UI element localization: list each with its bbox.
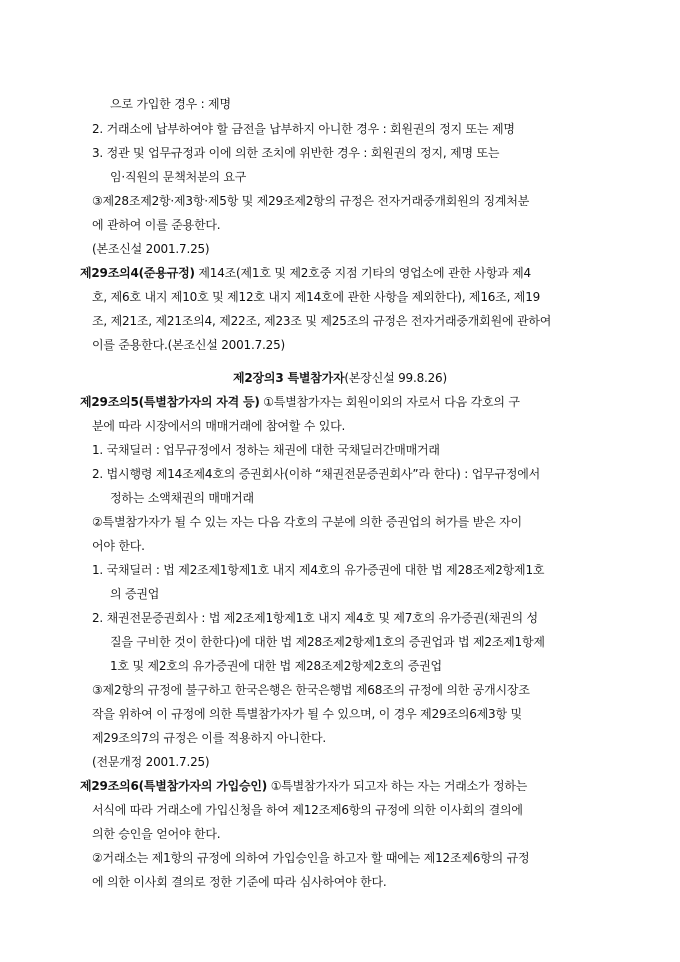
paragraph-line: ②거래소는 제1항의 규정에 의하여 가입승인을 하고자 할 때에는 제12조제6항의 규정: [92, 851, 530, 865]
text-line: 1호 및 제2호의 유가증권에 대한 법 제28조제2항제2호의 증권업: [110, 659, 442, 673]
article-line: [80, 778, 527, 794]
paragraph-line: ③제2항의 규정에 불구하고 한국은행은 한국은행법 제68조의 규정에 의한 공개시장조: [92, 683, 530, 697]
article-heading: 제29조의4(준용규정): [80, 266, 195, 280]
paragraph-line: 에 관하여 이를 준용한다.: [92, 218, 221, 232]
list-item: 1. 국채딜러 : 업무규정에서 정하는 채권에 대한 국채딜러간매매거래: [92, 443, 440, 457]
list-item: 2. 거래소에 납부하여야 할 금전을 납부하지 아니한 경우 : 회원권의 정지 또는 제명: [92, 122, 515, 136]
text-line: 임·직원의 문책처분의 요구: [110, 170, 247, 184]
list-item: 3. 정관 및 업무규정과 이에 의한 조치에 위반한 경우 : 회원권의 정지, 제명 또는: [92, 146, 500, 160]
paragraph-line: 에 의한 이사회 결의로 정한 기준에 따라 심사하여야 한다.: [92, 875, 387, 889]
paragraph-line: 분에 따라 시장에서의 매매거래에 참여할 수 있다.: [92, 419, 346, 433]
text-line: 정하는 소액채권의 매매거래: [110, 491, 254, 505]
chapter-note: (본장신설 99.8.26): [344, 371, 447, 385]
list-item: 1. 국채딜러 : 법 제2조제1항제1호 내지 제4호의 유가증권에 대한 법 제28조제2항제1호: [92, 563, 545, 577]
article-text: ①특별참가자는 회원이외의 자로서 다음 각호의 구: [259, 395, 520, 409]
paragraph-line: 조, 제21조, 제21조의4, 제22조, 제23조 및 제25조의 규정은 전자거래중개회원에 관하여: [92, 314, 552, 328]
paragraph-line: 서식에 따라 거래소에 가입신청을 하여 제12조제6항의 규정에 의한 이사회의 결의에: [92, 803, 523, 817]
article-line: [80, 265, 531, 281]
paragraph-line: ③제28조제2항·제3항·제5항 및 제29조제2항의 규정은 전자거래중개회원의 징계처분: [92, 194, 530, 208]
article-heading: 제29조의5(특별참가자의 자격 등): [80, 395, 260, 409]
paragraph-line: 의한 승인을 얻어야 한다.: [92, 827, 221, 841]
article-text: 제14조(제1호 및 제2호중 지점 기타의 영업소에 관한 사항과 제4: [194, 266, 531, 280]
chapter-heading: [0, 370, 680, 386]
paragraph-line: 이를 준용한다.(본조신설 2001.7.25): [92, 338, 285, 352]
list-item: 2. 채권전문증권회사 : 법 제2조제1항제1호 내지 제4호 및 제7호의 유가증권(채권의 성: [92, 611, 538, 625]
paragraph-line: 작을 위하여 이 규정에 의한 특별참가자가 될 수 있으며, 이 경우 제29조의6제3항 및: [92, 707, 522, 721]
text-line: 의 증권업: [110, 587, 160, 601]
paragraph-line: ②특별참가자가 될 수 있는 자는 다음 각호의 구분에 의한 증권업의 허가를 받은 자이: [92, 515, 522, 529]
amendment-note: (본조신설 2001.7.25): [92, 242, 210, 256]
article-text: ①특별참가자가 되고자 하는 자는 거래소가 정하는: [267, 779, 528, 793]
paragraph-line: 호, 제6호 내지 제10호 및 제12호 내지 제14호에 관한 사항을 제외한다), 제16조, 제19: [92, 290, 541, 304]
text-line: 질을 구비한 것이 한한다)에 대한 법 제28조제2항제1호의 증권업과 법 제2조제1항제: [110, 635, 545, 649]
paragraph-line: 어야 한다.: [92, 539, 145, 553]
amendment-note: (전문개정 2001.7.25): [92, 755, 210, 769]
text-line: 으로 가입한 경우 : 제명: [110, 97, 231, 111]
chapter-title: 제2장의3 특별참가자: [233, 371, 345, 385]
paragraph-line: 제29조의7의 규정은 이를 적용하지 아니한다.: [92, 731, 327, 745]
article-line: [80, 394, 520, 410]
list-item: 2. 법시행령 제14조제4호의 증권회사(이하 “채권전문증권회사”라 한다) : 업무규정에서: [92, 467, 541, 481]
article-heading: 제29조의6(특별참가자의 가입승인): [80, 779, 268, 793]
